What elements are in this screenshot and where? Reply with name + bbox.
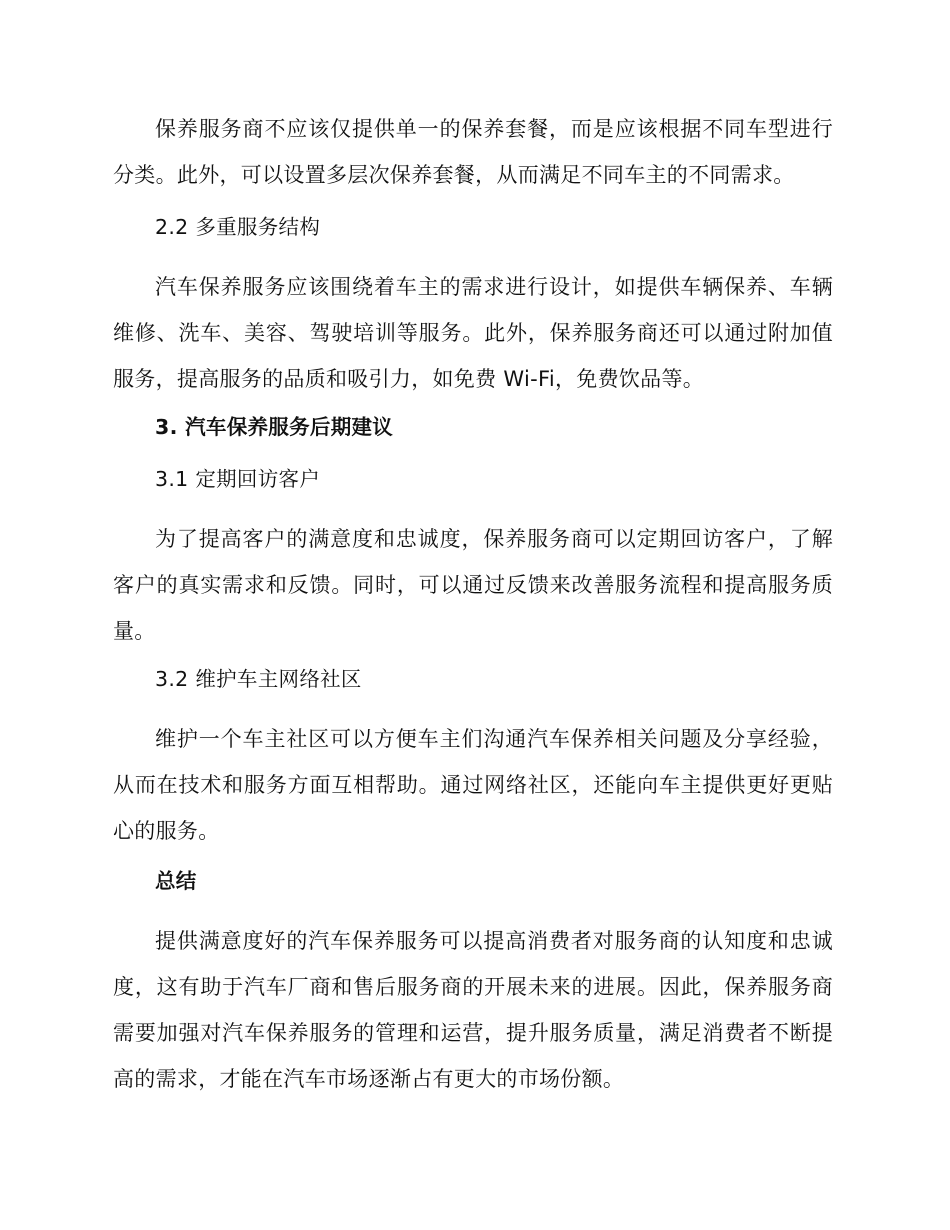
paragraph-customer-follow-up: 为了提高客户的满意度和忠诚度，保养服务商可以定期回访客户，了解客户的真实需求和反馈。同时，可以通过反馈来改善服务流程和提高服务质量。 — [113, 527, 833, 643]
heading-section-3: 3. 汽车保养服务后期建议 — [155, 415, 394, 439]
subheading-3-1: 3.1 定期回访客户 — [155, 467, 321, 491]
document-page — [113, 106, 833, 1112]
subheading-2-2: 2.2 多重服务结构 — [155, 215, 321, 239]
heading-summary: 总结 — [155, 869, 197, 893]
paragraph-owner-community: 维护一个车主社区可以方便车主们沟通汽车保养相关问题及分享经验，从而在技术和服务方面互相帮助。通过网络社区，还能向车主提供更好更贴心的服务。 — [113, 727, 833, 843]
paragraph-summary: 提供满意度好的汽车保养服务可以提高消费者对服务商的认知度和忠诚度，这有助于汽车厂商和售后服务商的开展未来的进展。因此，保养服务商需要加强对汽车保养服务的管理和运营，提升服务质量，满足消费者不断提高的需求，才能在汽车市场逐渐占有更大的市场份额。 — [113, 929, 833, 1091]
subheading-3-2: 3.2 维护车主网络社区 — [155, 667, 362, 691]
paragraph-service-structure: 汽车保养服务应该围绕着车主的需求进行设计，如提供车辆保养、车辆维修、洗车、美容、驾驶培训等服务。此外，保养服务商还可以通过附加值服务，提高服务的品质和吸引力，如免费 Wi-Fi，免费饮品等。 — [113, 275, 833, 391]
paragraph-package-classification: 保养服务商不应该仅提供单一的保养套餐，而是应该根据不同车型进行分类。此外，可以设置多层次保养套餐，从而满足不同车主的不同需求。 — [113, 117, 833, 187]
